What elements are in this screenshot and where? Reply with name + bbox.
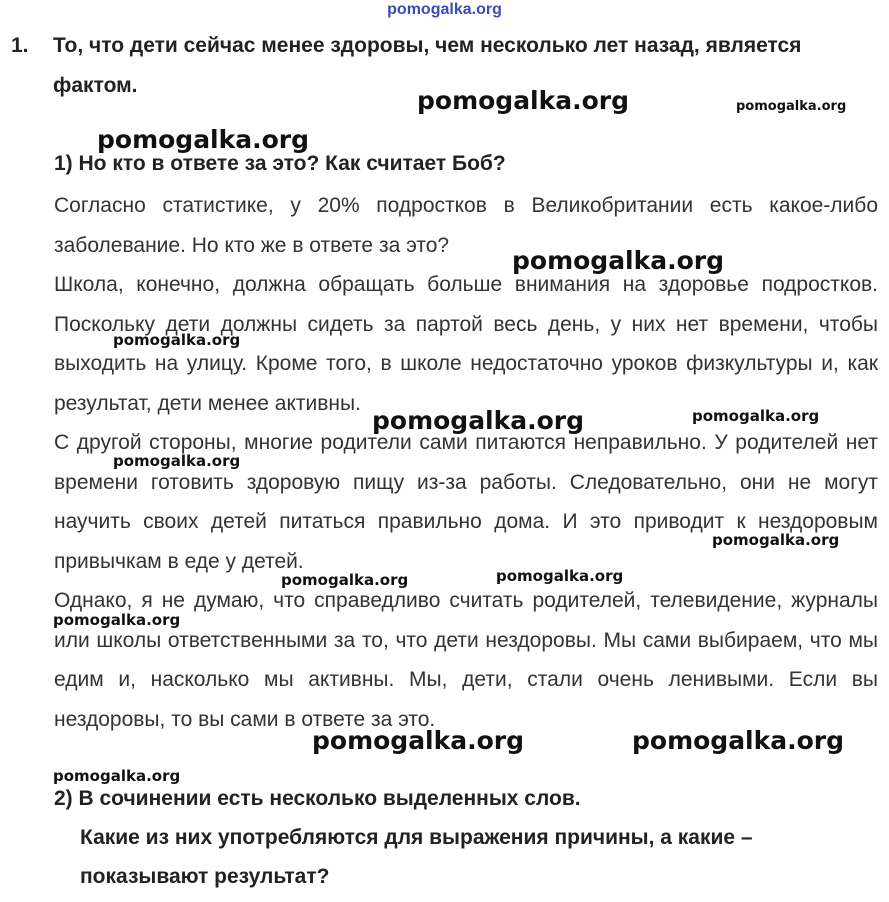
watermark: pomogalka.org [113, 331, 241, 349]
subquestion-2-line-3: показывают результат? [80, 865, 330, 888]
watermark: pomogalka.org [417, 86, 630, 115]
question-line-1: То, что дети сейчас менее здоровы, чем несколько лет назад, является [53, 34, 802, 57]
paragraph-3: С другой стороны, многие родители сами питаются неправильно. У родителей нет времени готовить здоровую пищу из-за работы. Следовательно, они не могут научить своих детей питаться правильно дома. И это приводит к нездоровым привычкам в еде у детей. [54, 431, 878, 573]
watermark: pomogalka.org [97, 125, 310, 154]
watermark: pomogalka.org [53, 767, 181, 785]
watermark: pomogalka.org [113, 452, 241, 470]
watermark: pomogalka.org [712, 531, 840, 549]
watermark: pomogalka.org [632, 726, 845, 755]
watermark: pomogalka.org [372, 406, 585, 435]
subquestion-1: 1) Но кто в ответе за это? Как считает Боб? [54, 152, 506, 175]
paragraph-1: Согласно статистике, у 20% подростков в Великобритании есть какое-либо заболевание. Но кто же в ответе за это? [54, 194, 878, 257]
paragraph-2: Школа, конечно, должна обращать больше внимания на здоровье подростков. Поскольку дети должны сидеть за партой весь день, у них нет времени, чтобы выходить на улицу. Кроме того, в школе недостаточно уроков физкультуры и, как результат, дети менее активны. [54, 273, 878, 415]
paragraph-4: Однако, я не думаю, что справедливо считать родителей, телевидение, журналы или школы ответственными за то, что дети нездоровы. Мы сами выбираем, что мы едим и, насколько мы активны. Мы, дети, стали очень ленивыми. Если вы нездоровы, то вы сами в ответе за это. [54, 589, 878, 731]
watermark: pomogalka.org [512, 246, 725, 275]
subquestion-2-line-2: Какие из них употребляются для выражения причины, а какие – [80, 826, 753, 849]
watermark: pomogalka.org [496, 567, 624, 585]
watermark: pomogalka.org [281, 571, 409, 589]
question-number: 1. [11, 34, 29, 57]
watermark: pomogalka.org [736, 99, 847, 114]
watermark: pomogalka.org [692, 407, 820, 425]
subquestion-2-line-1: 2) В сочинении есть несколько выделенных слов. [54, 787, 581, 810]
watermark: pomogalka.org [53, 611, 181, 629]
top-watermark: pomogalka.org [387, 1, 502, 18]
question-line-2: фактом. [53, 74, 138, 97]
watermark: pomogalka.org [312, 726, 525, 755]
